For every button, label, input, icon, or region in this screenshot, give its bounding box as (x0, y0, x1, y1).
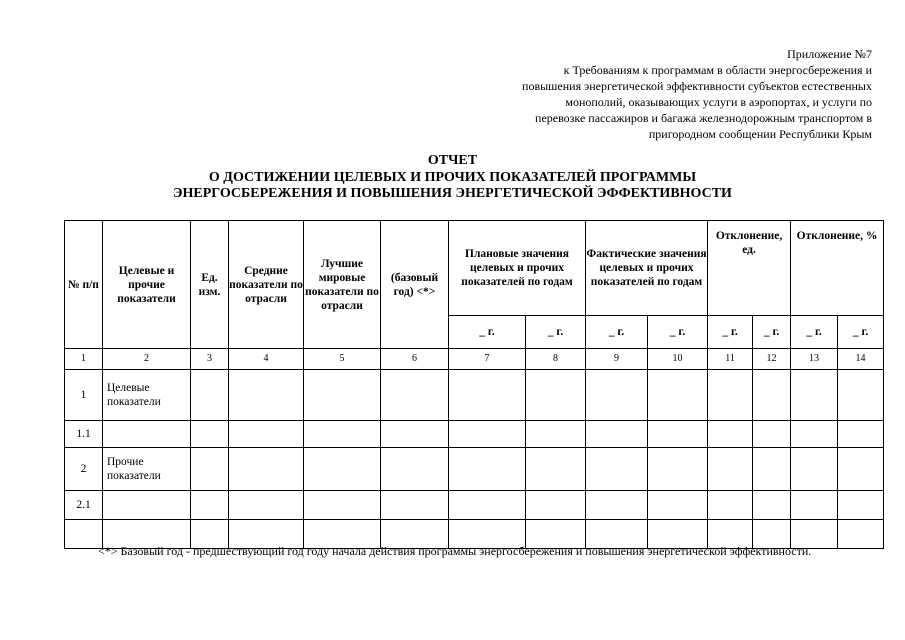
table-cell (526, 491, 586, 520)
table-row (65, 370, 884, 421)
table-cell (304, 421, 381, 448)
row-number: 2 (65, 448, 103, 491)
table-row (65, 448, 884, 491)
table-cell (304, 370, 381, 421)
header-avg: Средние показатели по отрасли (229, 221, 304, 349)
table-cell (648, 421, 708, 448)
table-cell (381, 370, 449, 421)
table-cell (229, 421, 304, 448)
row-label (103, 421, 191, 448)
table-cell (229, 448, 304, 491)
table-cell (449, 421, 526, 448)
table-cell (526, 370, 586, 421)
title-line: О ДОСТИЖЕНИИ ЦЕЛЕВЫХ И ПРОЧИХ ПОКАЗАТЕЛЕЙ ПРОГРАММЫ (208, 169, 697, 185)
title-line: ОТЧЕТ (427, 153, 478, 168)
table-cell (753, 421, 791, 448)
column-number: 10 (648, 349, 708, 370)
table-cell (708, 491, 753, 520)
year-cell: _ г. (791, 316, 838, 349)
table-cell (381, 491, 449, 520)
header-deviation-units: Отклонение, ед. (708, 221, 791, 316)
table-cell (229, 370, 304, 421)
header-row (65, 221, 884, 316)
table-cell (304, 448, 381, 491)
header-deviation-percent: Отклонение, % (791, 221, 884, 316)
table-cell (708, 448, 753, 491)
row-label: Прочие показатели (103, 448, 191, 491)
column-number: 7 (449, 349, 526, 370)
table-cell (791, 421, 838, 448)
column-number: 13 (791, 349, 838, 370)
table-row (65, 491, 884, 520)
table-cell (648, 370, 708, 421)
table-cell (708, 370, 753, 421)
column-number: 4 (229, 349, 304, 370)
table-cell (753, 491, 791, 520)
row-number (65, 520, 103, 549)
year-cell: _ г. (526, 316, 586, 349)
table-cell (191, 370, 229, 421)
table-cell (791, 491, 838, 520)
table-cell (586, 370, 648, 421)
table-cell (526, 421, 586, 448)
table-cell (753, 370, 791, 421)
year-cell: _ г. (753, 316, 791, 349)
header-base-year: (базовый год) <*> (381, 221, 449, 349)
column-number: 9 (586, 349, 648, 370)
footnote: <*> Базовый год - предшествующий год году начала действия программы энергосбережения и повышения энергетической эффективности. (98, 544, 812, 558)
table-cell (191, 491, 229, 520)
row-number: 2.1 (65, 491, 103, 520)
column-number: 12 (753, 349, 791, 370)
year-cell: _ г. (708, 316, 753, 349)
table-cell (381, 421, 449, 448)
row-number: 1 (65, 370, 103, 421)
year-cell: _ г. (648, 316, 708, 349)
header-fact: Фактические значения целевых и прочих показателей по годам (586, 221, 708, 316)
table-cell (586, 448, 648, 491)
header-indicators: Целевые и прочие показатели (103, 221, 191, 349)
column-number: 5 (304, 349, 381, 370)
appendix-line: монополий, оказывающих услуги в аэропортах, и услуги по (565, 95, 872, 109)
appendix-line: перевозке пассажиров и багажа железнодорожным транспортом в (535, 111, 872, 125)
year-cell: _ г. (838, 316, 884, 349)
table-cell (586, 491, 648, 520)
table-cell (304, 491, 381, 520)
column-number: 6 (381, 349, 449, 370)
table-cell (648, 448, 708, 491)
report-table (64, 220, 884, 549)
table-cell (586, 421, 648, 448)
appendix-block (452, 46, 872, 142)
header-unit: Ед. изм. (191, 221, 229, 349)
table-cell (449, 491, 526, 520)
table-cell (838, 370, 884, 421)
table-cell (791, 370, 838, 421)
year-cell: _ г. (449, 316, 526, 349)
table-cell (191, 421, 229, 448)
column-number: 11 (708, 349, 753, 370)
appendix-line: пригородном сообщении Республики Крым (648, 127, 872, 141)
column-number: 2 (103, 349, 191, 370)
report-title (0, 153, 905, 203)
row-number: 1.1 (65, 421, 103, 448)
table-cell (838, 491, 884, 520)
column-number-row (65, 349, 884, 370)
column-number: 1 (65, 349, 103, 370)
appendix-line: Приложение №7 (787, 47, 872, 61)
table-cell (191, 448, 229, 491)
table-cell (753, 448, 791, 491)
table-cell (229, 491, 304, 520)
column-number: 3 (191, 349, 229, 370)
row-label (103, 491, 191, 520)
table-cell (648, 491, 708, 520)
table-cell (838, 448, 884, 491)
table-cell (449, 370, 526, 421)
year-cell: _ г. (586, 316, 648, 349)
header-best: Лучшие мировые показатели по отрасли (304, 221, 381, 349)
column-number: 8 (526, 349, 586, 370)
table-cell (791, 448, 838, 491)
table-cell (381, 448, 449, 491)
header-plan: Плановые значения целевых и прочих показателей по годам (449, 221, 586, 316)
table-cell (449, 448, 526, 491)
header-num: № п/п (65, 221, 103, 349)
row-label: Целевые показатели (103, 370, 191, 421)
table-cell (838, 520, 884, 549)
appendix-line: повышения энергетической эффективности субъектов естественных (522, 79, 872, 93)
appendix-line: к Требованиям к программам в области энергосбережения и (563, 63, 872, 77)
table-cell (708, 421, 753, 448)
title-line: ЭНЕРГОСБЕРЕЖЕНИЯ И ПОВЫШЕНИЯ ЭНЕРГЕТИЧЕСКОЙ ЭФФЕКТИВНОСТИ (173, 186, 732, 201)
table-row (65, 421, 884, 448)
table-cell (526, 448, 586, 491)
column-number: 14 (838, 349, 884, 370)
table-cell (838, 421, 884, 448)
